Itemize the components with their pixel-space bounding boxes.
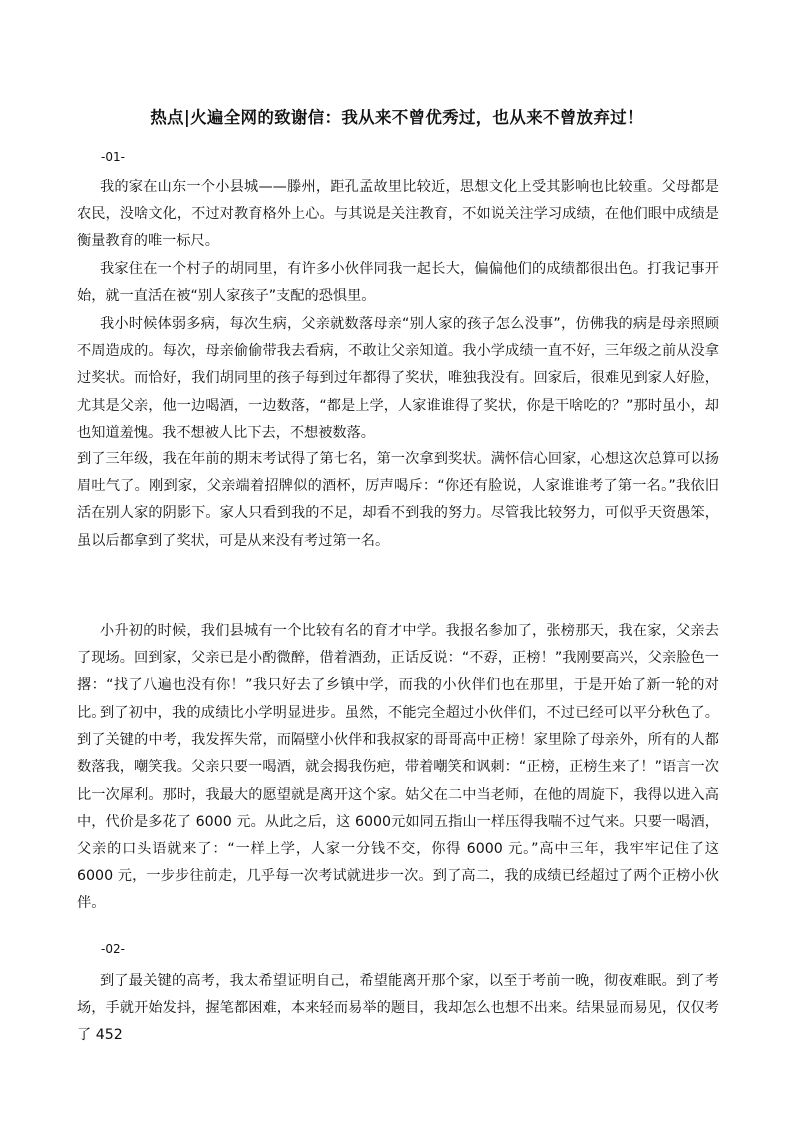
- paragraph: 到了初中，我的成绩比小学明显进步。虽然，不能完全超过小伙伴们，不过已经可以平分秋色了。到了关键的中考，我发挥失常，而隔壁小伙伴和我叔家的哥哥高中正榜！家里除了母亲外，所有的人都数落我，嘲笑我。父亲只要一喝酒，就会揭我伤疤，带着嘲笑和讽刺：“正榜，正榜生来了！”语言一次比一次犀利。那时，我最大的愿望就是离开这个家。姑父在二中当老师，在他的周旋下，我得以进入高中，代价是多花了 6000 元。从此之后，这 6000元如同五指山一样压得我喘不过气来。只要一喝酒，父亲的口头语就来了：“一样上学，人家一分钱不交，你得 6000 元。”高中三年，我牢牢记住了这 6000 元，一步步往前走，几乎每一次考试就进步一次。到了高二，我的成绩已经超过了两个正榜小伙伴。: [77, 705, 719, 912]
- paragraph: 我家住在一个村子的胡同里，有许多小伙伴同我一起长大，偏偏他们的成绩都很出色。打我记事开始，就一直活在被“别人家孩子”支配的恐惧里。: [77, 261, 719, 305]
- section-marker-02: -02-: [101, 942, 125, 956]
- article-title: 热点|火遍全网的致谢信：我从来不曾优秀过，也从来不曾放弃过！: [150, 108, 644, 127]
- paragraph: 到了最关键的高考，我太希望证明自己，希望能离开那个家，以至于考前一晚，彻夜难眠。到了考场，手就开始发抖，握笔都困难，本来轻而易举的题目，我却怎么也想不出来。结果显而易见，仅仅考了 452: [77, 973, 719, 1044]
- paragraph: 小升初的时候，我们县城有一个比较有名的育才中学。我报名参加了，张榜那天，我在家，父亲去了现场。回到家，父亲已是小酌微醉，借着酒劲，正话反说：“不孬，正榜！”我刚要高兴，父亲脸色一撂：“找了八遍也没有你！”我只好去了乡镇中学，而我的小伙伴们也在那里，于是开始了新一轮的对比。: [77, 623, 719, 721]
- section-marker-01: -01-: [101, 150, 125, 164]
- paragraph: 到了三年级，我在年前的期末考试得了第七名，第一次拿到奖状。满怀信心回家，心想这次总算可以扬眉吐气了。刚到家，父亲端着招牌似的酒杯，厉声喝斥：“你还有脸说，人家谁谁考了第一名。”我依旧活在别人家的阴影下。家人只看到我的不足，却看不到我的努力。尽管我比较努力，可似乎天资愚笨，虽以后都拿到了奖状，可是从来没有考过第一名。: [77, 451, 719, 549]
- paragraph: 我的家在山东一个小县城——滕州，距孔孟故里比较近，思想文化上受其影响也比较重。父母都是农民，没啥文化，不过对教育格外上心。与其说是关注教育，不如说关注学习成绩，在他们眼中成绩是衡量教育的唯一标尺。: [77, 179, 719, 250]
- paragraph: 我小时候体弱多病，每次生病，父亲就数落母亲“别人家的孩子怎么没事”，仿佛我的病是母亲照顾不周造成的。每次，母亲偷偷带我去看病，不敢让父亲知道。我小学成绩一直不好，三年级之前从没拿过奖状。而恰好，我们胡同里的孩子每到过年都得了奖状，唯独我没有。回家后，很难见到家人好脸，尤其是父亲，他一边喝酒，一边数落，“都是上学，人家谁谁得了奖状，你是干啥吃的？”那时虽小，却也知道羞愧。我不想被人比下去，不想被数落。: [77, 316, 719, 441]
